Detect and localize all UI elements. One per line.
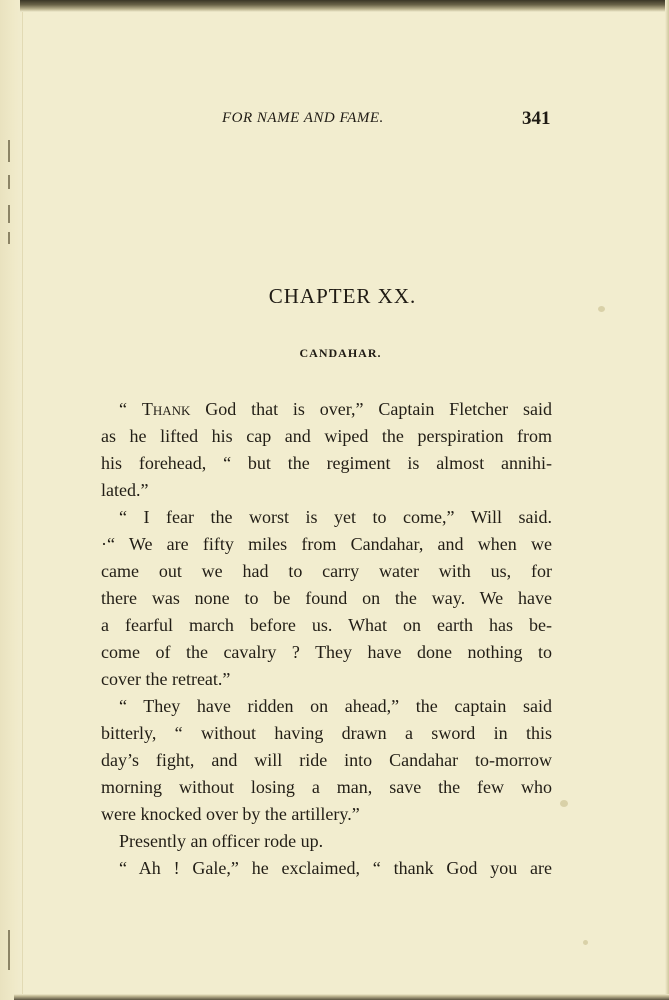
paper-speck — [560, 800, 568, 807]
text-line: came out we had to carry water with us, for — [101, 561, 552, 581]
text-run: “ — [119, 399, 142, 419]
gutter-mark — [8, 930, 10, 970]
page-bottom-edge — [14, 994, 669, 1000]
text-line: his forehead, “ but the regiment is almost annihi- — [101, 453, 552, 473]
text-line: cover the retreat.” — [101, 669, 231, 689]
text-line: were knocked over by the artillery.” — [101, 804, 360, 824]
text-line: bitterly, “ without having drawn a sword in this — [101, 723, 552, 743]
text-line: there was none to be found on the way. We have — [101, 588, 552, 608]
text-line: “ I fear the worst is yet to come,” Will said. — [119, 507, 552, 527]
paper-speck — [583, 940, 588, 945]
page-top-edge — [20, 0, 669, 12]
page-right-edge — [665, 0, 669, 1000]
gutter-mark — [8, 140, 10, 162]
small-caps-word: Thank — [141, 399, 191, 419]
text-run: God that is over,” Captain Fletcher said — [190, 399, 552, 419]
text-line: morning without losing a man, save the few who — [101, 777, 552, 797]
text-line: ·“ We are fifty miles from Candahar, and when we — [101, 534, 552, 554]
text-line: come of the cavalry ? They have done nothing to — [101, 642, 552, 662]
gutter-mark — [8, 205, 10, 223]
chapter-title: CHAPTER XX. — [268, 284, 417, 308]
chapter-subtitle: CANDAHAR. — [299, 346, 382, 360]
page-gutter — [0, 0, 23, 1000]
gutter-mark — [8, 175, 10, 189]
text-line — [101, 396, 552, 423]
text-line: “ Ah ! Gale,” he exclaimed, “ thank God you are — [119, 858, 552, 878]
text-line: Presently an officer rode up. — [119, 831, 324, 851]
text-line: “ They have ridden on ahead,” the captain said — [119, 696, 552, 716]
running-head: FOR NAME AND FAME. — [222, 110, 384, 126]
text-line: as he lifted his cap and wiped the perspiration from — [101, 426, 552, 446]
page-number: 341 — [522, 108, 551, 129]
text-line: a fearful march before us. What on earth has be- — [101, 615, 552, 635]
text-line: lated.” — [101, 480, 149, 500]
text-line: day’s fight, and will ride into Candahar to-morrow — [101, 750, 552, 770]
gutter-mark — [8, 232, 10, 244]
body-text — [101, 396, 552, 882]
